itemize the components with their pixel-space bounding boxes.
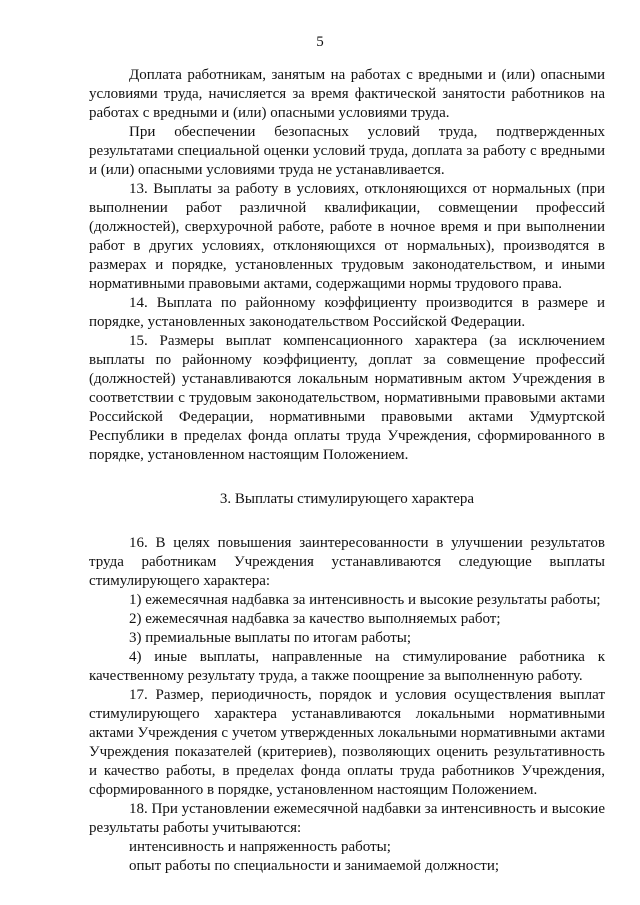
list-item-16-1: 1) ежемесячная надбавка за интенсивность и высокие результаты работы; [129,592,601,608]
list-item-16-2: 2) ежемесячная надбавка за качество выполняемых работ; [129,611,501,627]
paragraph-13: 13. Выплаты за работу в условиях, отклоняющихся от нормальных (при выполнении работ различной квалификации, совмещении профессий (должностей), сверхурочной работе, работе в ночное время и при выполнении работ в других условиях, отклоняющихся от нормальных), производятся в размерах и порядке, установленных трудовым законодательством, и иными нормативными правовыми актами, содержащими нормы трудового права. [89,181,605,292]
paragraph-15: 15. Размеры выплат компенсационного характера (за исключением выплаты по районному коэффициенту, доплат за совмещение профессий (должностей) устанавливаются локальным нормативным актом Учреждения в соответствии с трудовым законодательством, нормативными правовыми актами Российской Федерации, нормативными правовыми актами Удмуртской Республики в пределах фонда оплаты труда Учреждения, сформированного в порядке, установленном настоящим Положением. [89,333,605,463]
paragraph-safe-conditions: При обеспечении безопасных условий труда, подтвержденных результатами специальной оценки условий труда, доплата за работу с вредными и (или) опасными условиями труда не устанавливается. [89,124,605,178]
list-item-16-4: 4) иные выплаты, направленные на стимулирование работника к качественному результату труда, а также поощрение за выполненную работу. [89,649,605,684]
paragraph-18-intro: 18. При установлении ежемесячной надбавки за интенсивность и высокие результаты работы учитываются: [89,801,605,836]
list-item-18-1: интенсивность и напряженность работы; [129,839,391,855]
paragraph-17: 17. Размер, периодичность, порядок и условия осуществления выплат стимулирующего характера устанавливаются локальными нормативными актами Учреждения с учетом утвержденных локальными нормативными актами Учреждения показателей (критериев), позволяющих оценить результативность и качество работы, в пределах фонда оплаты труда работников Учреждения, сформированного в порядке, установленном настоящим Положением. [89,687,605,798]
paragraph-16-intro: 16. В целях повышения заинтересованности в улучшении результатов труда работникам Учреждения устанавливаются следующие выплаты стимулирующего характера: [89,535,605,589]
paragraph-hazard-pay: Доплата работникам, занятым на работах с вредными и (или) опасными условиями труда, начисляется за время фактической занятости работников на работах с вредными и (или) опасными условиями труда. [89,67,605,121]
list-item-16-3: 3) премиальные выплаты по итогам работы; [129,630,412,646]
page-number: 5 [316,34,324,50]
list-item-18-2: опыт работы по специальности и занимаемой должности; [129,858,500,874]
paragraph-14: 14. Выплата по районному коэффициенту производится в размере и порядке, установленных законодательством Российской Федерации. [89,295,605,330]
document-body [89,66,605,876]
section-heading-3: 3. Выплаты стимулирующего характера [219,491,475,507]
